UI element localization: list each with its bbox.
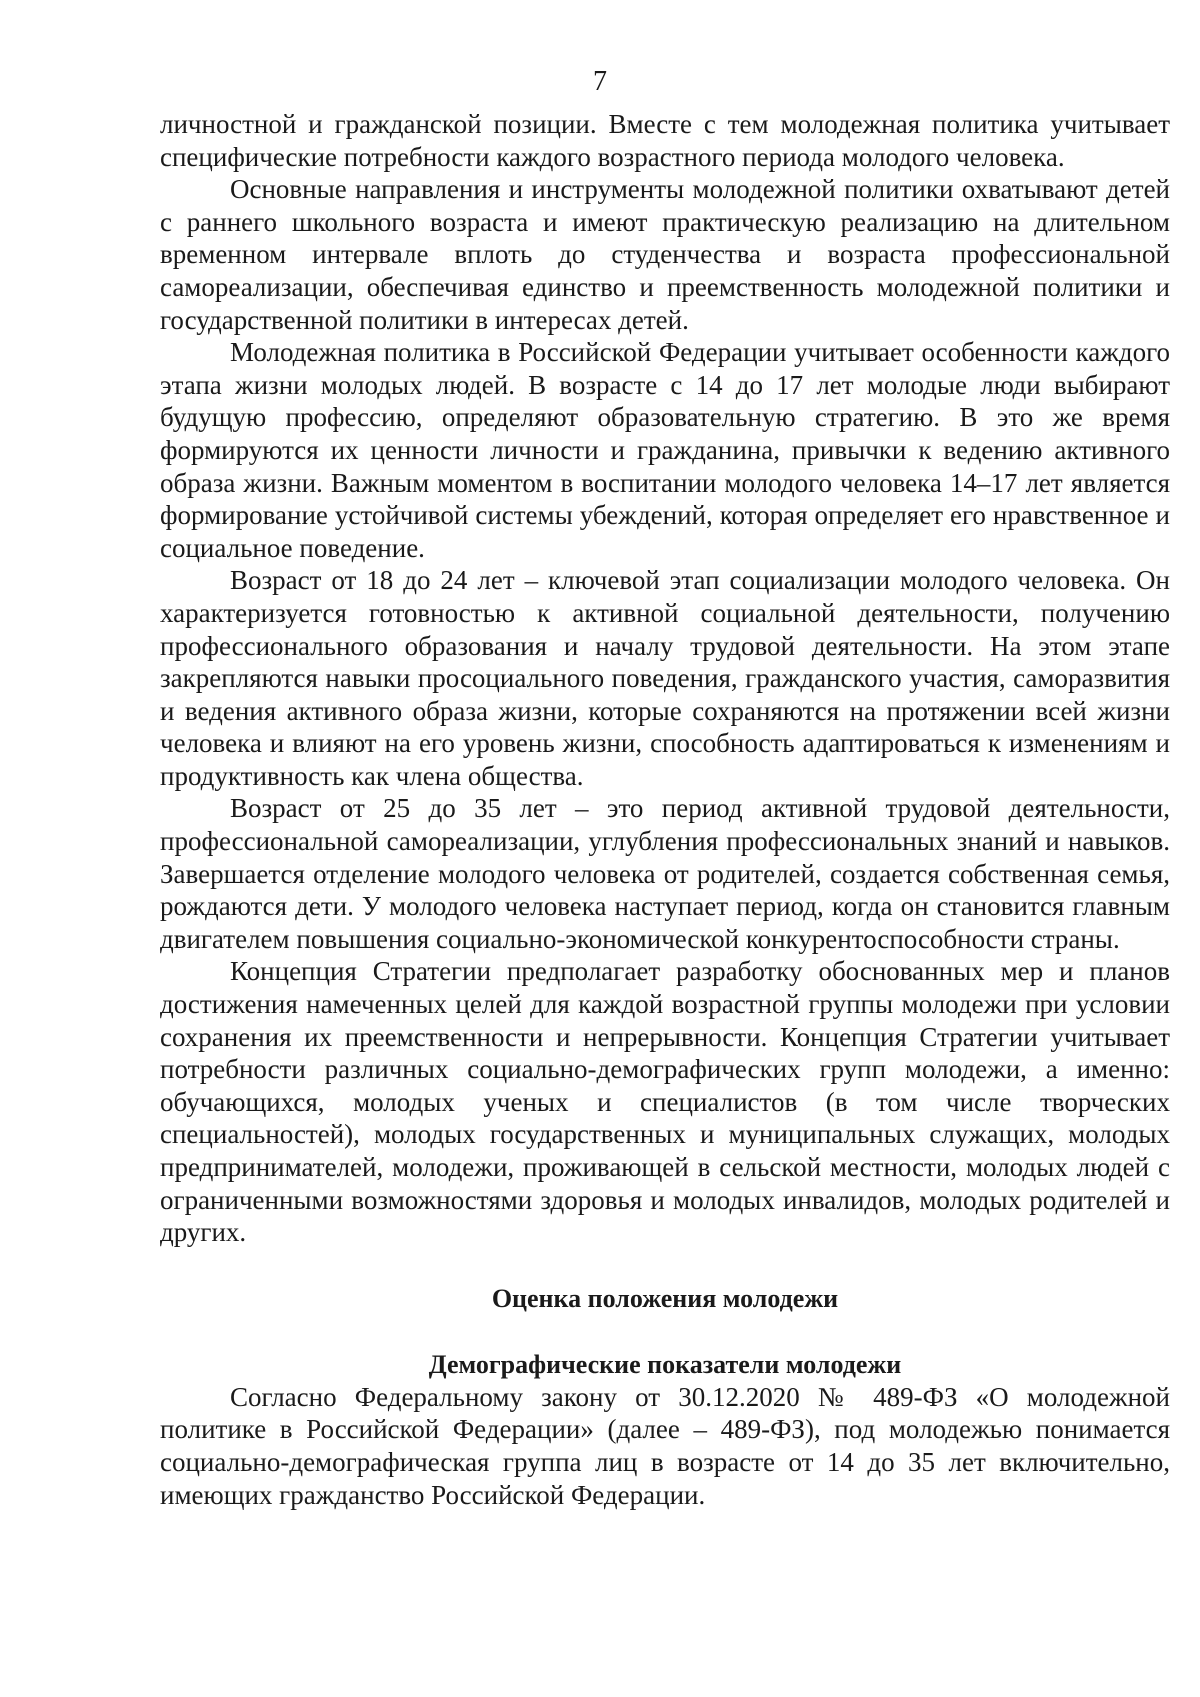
document-body (160, 108, 1170, 1511)
paragraph-continuation: личностной и гражданской позиции. Вместе с тем молодежная политика учитывает специфические потребности каждого возрастного периода молодого человека. (160, 109, 1170, 172)
paragraph-age-14-17: Молодежная политика в Российской Федерации учитывает особенности каждого этапа жизни молодых людей. В возрасте с 14 до 17 лет молодые люди выбирают будущую профессию, определяют образовательную стратегию. В это же время формируются их ценности личности и гражданина, привычки к ведению активного образа жизни. Важным моментом в воспитании молодого человека 14–17 лет является формирование устойчивой системы убеждений, которая определяет его нравственное и социальное поведение. (160, 337, 1170, 563)
paragraph-strategy-concept: Концепция Стратегии предполагает разработку обоснованных мер и планов достижения намеченных целей для каждой возрастной группы молодежи при условии сохранения их преемственности и непрерывности. Концепция Стратегии учитывает потребности различных социально-демографических групп молодежи, а именно: обучающихся, молодых ученых и специалистов (в том числе творческих специальностей), молодых государственных и муниципальных служащих, молодых предпринимателей, молодежи, проживающей в сельской местности, молодых людей с ограниченными возможностями здоровья и молодых инвалидов, молодых родителей и других. (160, 956, 1170, 1248)
paragraph-directions: Основные направления и инструменты молодежной политики охватывают детей с раннего школьного возраста и имеют практическую реализацию на длительном временном интервале вплоть до студенчества и возраста профессиональной самореализации, обеспечивая единство и преемственность молодежной политики и государственной политики в интересах детей. (160, 174, 1170, 335)
paragraph-age-25-35: Возраст от 25 до 35 лет – это период активной трудовой деятельности, профессиональной самореализации, углубления профессиональных знаний и навыков. Завершается отделение молодого человека от родителей, создается собственная семья, рождаются дети. У молодого человека наступает период, когда он становится главным двигателем повышения социально-экономической конкурентоспособности страны. (160, 793, 1170, 954)
section-heading: Оценка положения молодежи (491, 1283, 839, 1313)
paragraph-age-18-24: Возраст от 18 до 24 лет – ключевой этап социализации молодого человека. Он характеризуется готовностью к активной социальной деятельности, получению профессионального образования и началу трудовой деятельности. На этом этапе закрепляются навыки просоциального поведения, гражданского участия, саморазвития и ведения активного образа жизни, которые сохраняются на протяжении всей жизни человека и влияют на его уровень жизни, способность адаптироваться к изменениям и продуктивность как члена общества. (160, 565, 1170, 791)
page-number: 7 (593, 66, 607, 97)
subsection-heading: Демографические показатели молодежи (428, 1349, 902, 1379)
paragraph-federal-law: Согласно Федеральному закону от 30.12.2020 № 489-ФЗ «О молодежной политике в Российской Федерации» (далее – 489-ФЗ), под молодежью понимается социально-демографическая группа лиц в возрасте от 14 до 35 лет включительно, имеющих гражданство Российской Федерации. (160, 1381, 1170, 1510)
